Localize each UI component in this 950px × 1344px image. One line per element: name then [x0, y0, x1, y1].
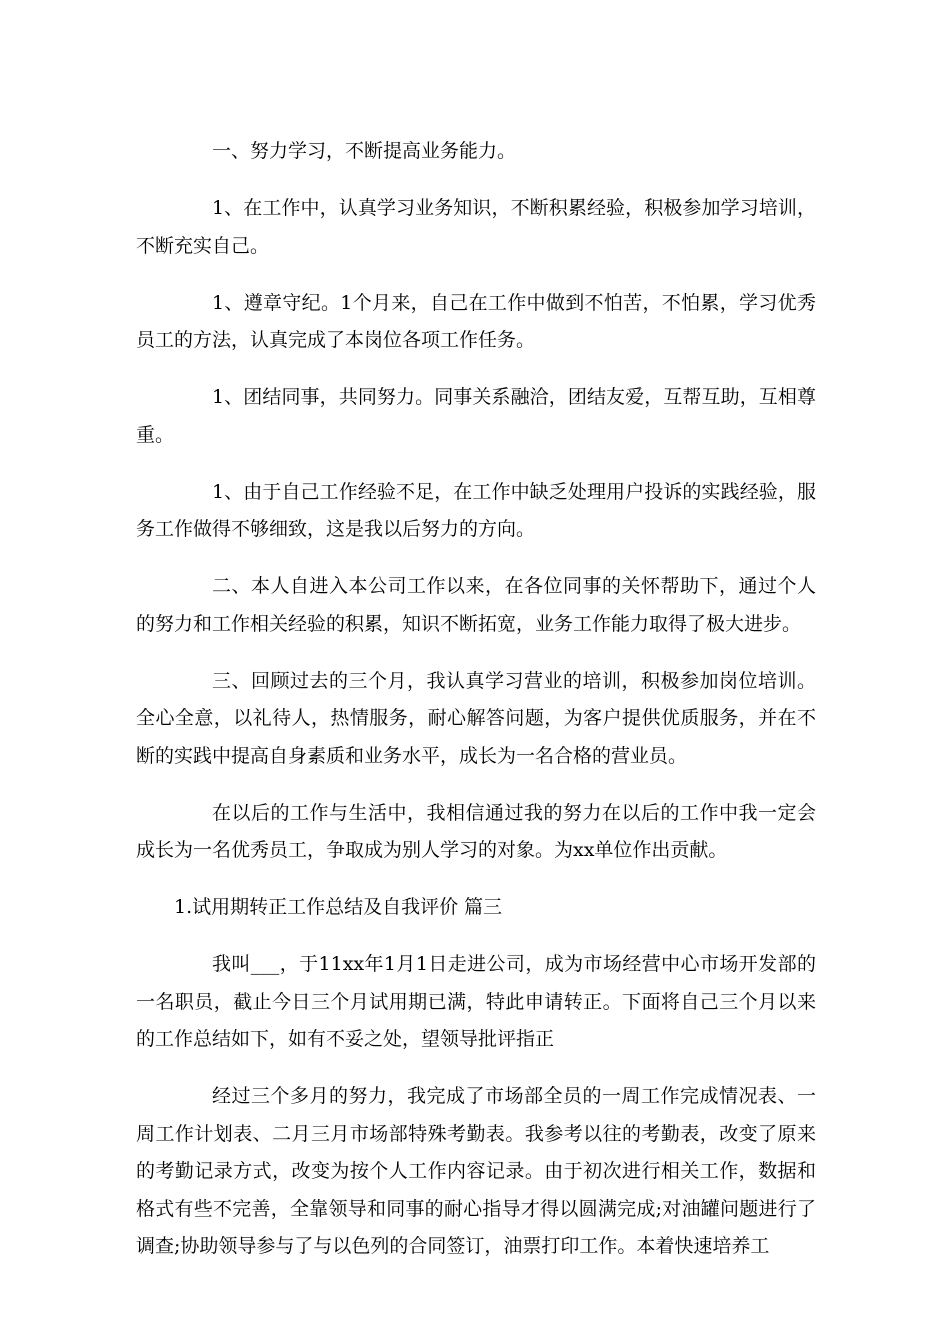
paragraph-work-learning: 1、在工作中，认真学习业务知识，不断积累经验，积极参加学习培训，不断充实自己。 [136, 197, 816, 257]
paragraph-progress: 二、本人自进入本公司工作以来，在各位同事的关怀帮助下，通过个人的努力和工作相关经验的积累，知识不断拓宽，业务工作能力取得了极大进步。 [136, 575, 816, 635]
section-heading: 1.试用期转正工作总结及自我评价 篇三 [174, 896, 503, 918]
paragraph-discipline: 1、遵章守纪。1个月来，自己在工作中做到不怕苦，不怕累，学习优秀员工的方法，认真完成了本岗位各项工作任务。 [136, 291, 816, 351]
paragraph-teamwork: 1、团结同事，共同努力。同事关系融洽，团结友爱，互帮互助，互相尊重。 [136, 386, 816, 446]
paragraph-introduction: 我叫___，于11xx年1月1日走进公司，成为市场经营中心市场开发部的一名职员，截止今日三个月试用期已满，特此申请转正。下面将自己三个月以来的工作总结如下，如有不妥之处，望领导批评指正 [136, 953, 816, 1050]
paragraph-study: 一、努力学习，不断提高业务能力。 [212, 140, 517, 162]
paragraph-review: 三、回顾过去的三个月，我认真学习营业的培训，积极参加岗位培训。全心全意，以礼待人，热情服务，耐心解答问题，为客户提供优质服务，并在不断的实践中提高自身素质和业务水平，成长为一名合格的营业员。 [136, 669, 816, 767]
paragraph-shortcomings: 1、由于自己工作经验不足，在工作中缺乏处理用户投诉的实践经验，服务工作做得不够细致，这是我以后努力的方向。 [136, 480, 816, 540]
paragraph-future: 在以后的工作与生活中，我相信通过我的努力在以后的工作中我一定会成长为一名优秀员工，争取成为别人学习的对象。为xx单位作出贡献。 [136, 801, 816, 861]
paragraph-work-summary: 经过三个多月的努力，我完成了市场部全员的一周工作完成情况表、一周工作计划表、二月三月市场部特殊考勤表。我参考以往的考勤表，改变了原来的考勤记录方式，改变为按个人工作内容记录。由于初次进行相关工作，数据和格式有些不完善，全靠领导和同事的耐心指导才得以圆满完成;对油罐问题进行了调查;协助领导参与了与以色列的合同签订，油票打印工作。本着快速培养工 [136, 1085, 816, 1257]
document-body [136, 133, 816, 1285]
